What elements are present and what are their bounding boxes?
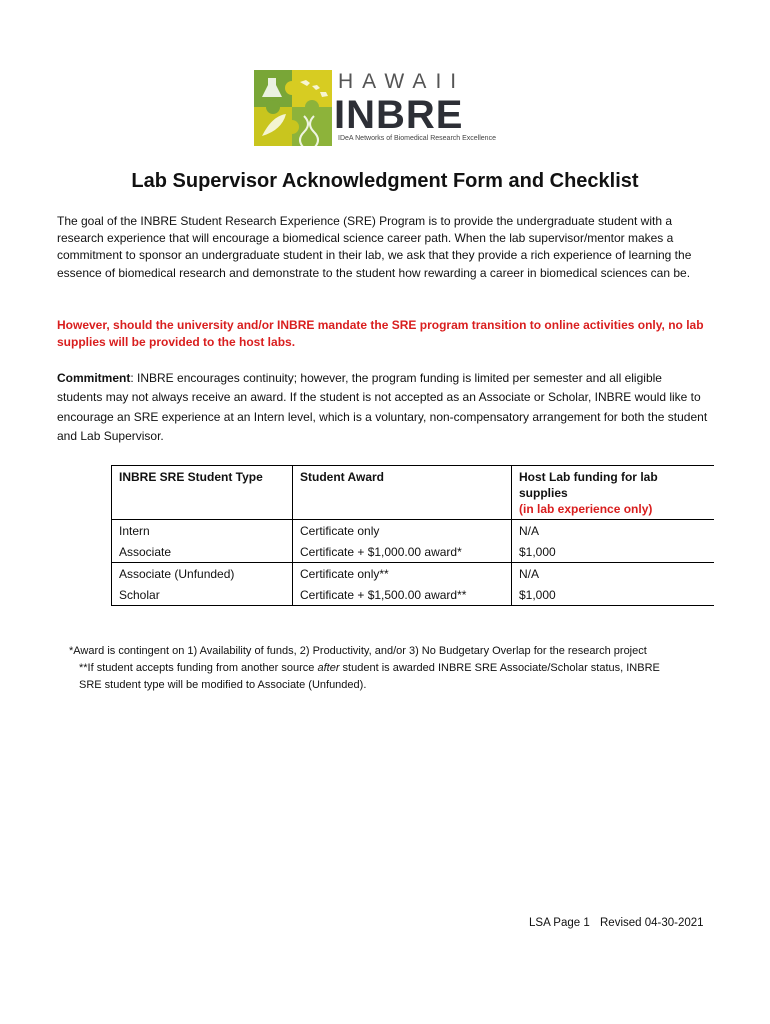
footnote-funding-part1: **If student accepts funding from another source xyxy=(79,662,318,674)
header-note: (in lab experience only) xyxy=(519,502,653,516)
header-student-award: Student Award xyxy=(293,466,512,520)
table-cell: N/A xyxy=(519,567,540,581)
header-host-lab-funding xyxy=(512,466,715,520)
page-title: Lab Supervisor Acknowledgment Form and Checklist xyxy=(131,170,639,192)
footnote-funding xyxy=(79,660,719,677)
table-row xyxy=(112,541,715,563)
logo-inbre-text: INBRE xyxy=(334,93,464,137)
table-header-row xyxy=(112,466,715,520)
table-cell: N/A xyxy=(519,524,540,538)
table-row xyxy=(112,520,715,542)
header-host-lab-funding-label: Host Lab funding for lab supplies xyxy=(519,470,658,500)
table-cell: $1,000 xyxy=(512,584,715,606)
footnote-funding-part2: student is awarded INBRE SRE Associate/Scholar status, INBRE xyxy=(339,662,660,674)
table-cell: Associate xyxy=(112,541,293,563)
table-row xyxy=(112,584,715,606)
logo-tagline: IDeA Networks of Biomedical Research Excellence xyxy=(338,135,496,142)
commitment-text: : INBRE encourages continuity; however, the program funding is limited per semester and all eligible students may not always receive an award. If the student is not accepted as an Associate or Scholar, INBRE would like to encourage an SRE experience at an Intern level, which is a voluntary, non-compensatory arrangement for both the student and Lab Supervisor. xyxy=(57,371,708,443)
footnote-funding-cont: SRE student type will be modified to Associate (Unfunded). xyxy=(79,679,367,691)
commitment-label: Commitment xyxy=(57,371,131,385)
table-cell: Certificate + $1,000.00 award* xyxy=(293,541,512,563)
header-student-type: INBRE SRE Student Type xyxy=(112,466,293,520)
footnote-funding-emphasis: after xyxy=(317,662,340,674)
table-cell: Scholar xyxy=(112,584,293,606)
table-cell: Certificate + $1,500.00 award** xyxy=(293,584,512,606)
hawaii-inbre-logo xyxy=(254,70,510,146)
footnote-award: *Award is contingent on 1) Availability of funds, 2) Productivity, and/or 3) No Budgetary Overlap for the research project xyxy=(69,645,647,657)
table-cell: Certificate only xyxy=(293,520,512,542)
table-cell: Associate (Unfunded) xyxy=(112,563,293,585)
footer-revised-date: Revised 04-30-2021 xyxy=(600,917,704,929)
commitment-paragraph xyxy=(57,369,709,446)
table-cell: Certificate only** xyxy=(293,563,512,585)
warning-paragraph: However, should the university and/or INBRE mandate the SRE program transition to online activities only, no lab supplies will be provided to the host labs. xyxy=(57,318,704,350)
award-table xyxy=(111,465,714,606)
puzzle-logo-icon xyxy=(254,70,332,146)
intro-paragraph: The goal of the INBRE Student Research Experience (SRE) Program is to provide the undergraduate student with a research experience that will encourage a biomedical science career path. When the lab supervisor/mentor makes a commitment to sponsor an undergraduate student in their lab, we ask that they provide a rich experience of learning the essence of biomedical research and demonstrate to the student how rewarding a career in biomedical sciences can be. xyxy=(57,214,692,280)
table-cell: Intern xyxy=(112,520,293,542)
table-cell: $1,000 xyxy=(512,541,715,563)
logo-hawaii-text: HAWAII xyxy=(338,70,466,93)
footer-page-number: LSA Page 1 xyxy=(529,917,590,929)
table-row xyxy=(112,563,715,585)
